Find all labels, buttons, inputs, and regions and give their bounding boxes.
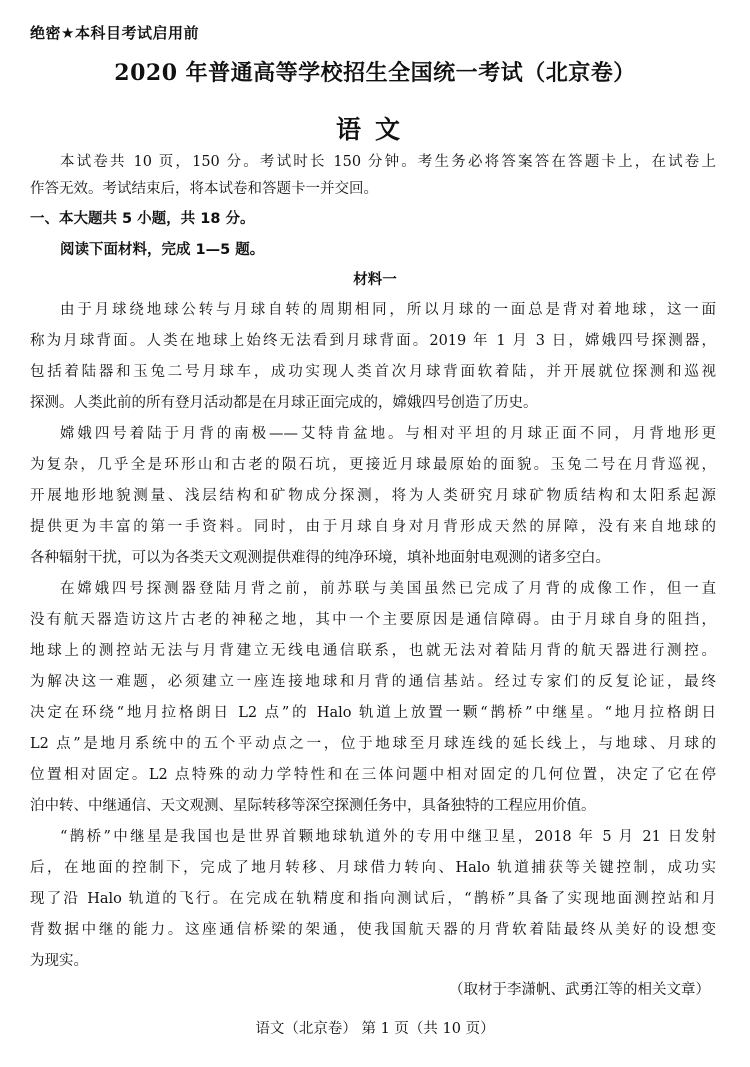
paragraph-line: L2 点”是地月系统中的五个平动点之一，位于地球至月球连线的延长线上，与地球、月球的 [30, 736, 716, 752]
paragraph-line: 地球上的测控站无法与月背建立无线电通信联系，也就无法对着陆月背的航天器进行测控。 [30, 643, 716, 659]
paragraph-line: 泊中转、中继通信、天文观测、星际转移等深空探测任务中，具备独特的工程应用价值。 [30, 798, 596, 814]
paragraph-line: 为现实。 [30, 953, 88, 969]
paragraph-line: 背数据中继的能力。这座通信桥梁的架通，使我国航天器的月背软着陆最终从美好的设想变 [30, 922, 716, 938]
section-instruction: 阅读下面材料，完成 1—5 题。 [60, 242, 265, 258]
subject-title: 语文 [335, 115, 414, 144]
material-title: 材料一 [353, 272, 397, 288]
paragraph-line: 提供更为丰富的第一手资料。同时，由于月球自身对月背形成天然的屏障，没有来自地球的 [30, 519, 716, 535]
paragraph-line: 没有航天器造访这片古老的神秘之地，其中一个主要原因是通信障碍。由于月球自身的阻挡， [30, 612, 716, 628]
paragraph-line: 在嫦娥四号探测器登陆月背之前，前苏联与美国虽然已完成了月背的成像工作，但一直 [60, 581, 716, 597]
paragraph-line: 探测。人类此前的所有登月活动都是在月球正面完成的，嫦娥四号创造了历史。 [30, 395, 538, 411]
paragraph-line: 开展地形地貌测量、浅层结构和矿物成分探测，将为人类研究月球矿物质结构和太阳系起源 [30, 488, 716, 504]
section-title: 一、本大题共 5 小题，共 18 分。 [30, 211, 255, 227]
paragraph-line: 嫦娥四号着陆于月背的南极——艾特肯盆地。与相对平坦的月球正面不同，月背地形更 [60, 426, 716, 442]
exam-title: 2020 年普通高等学校招生全国统一考试（北京卷） [114, 60, 636, 86]
intro-line: 作答无效。考试结束后，将本试卷和答题卡一并交回。 [30, 181, 378, 197]
paragraph-line: “鹊桥”中继星是我国也是世界首颗地球轨道外的专用中继卫星，2018 年 5 月 21 日发射 [60, 829, 716, 845]
intro-line: 本试卷共 10 页，150 分。考试时长 150 分钟。考生务必将答案答在答题卡上，在试卷上 [60, 154, 716, 170]
paragraph-line: 位置相对固定。L2 点特殊的动力学特性和在三体问题中相对固定的几何位置，决定了它在停 [30, 767, 716, 783]
paragraph-line: 为复杂，几乎全是环形山和古老的陨石坑，更接近月球最原始的面貌。玉兔二号在月背巡视， [30, 457, 716, 473]
paragraph-line: 决定在环绕“地月拉格朗日 L2 点”的 Halo 轨道上放置一颗“鹊桥”中继星。“地月拉格朗日 [30, 705, 716, 721]
paragraph-line: 由于月球绕地球公转与月球自转的周期相同，所以月球的一面总是背对着地球，这一面 [60, 302, 716, 318]
paragraph-line: 各种辐射干扰，可以为各类天文观测提供难得的纯净环境，填补地面射电观测的诸多空白。 [30, 550, 610, 566]
paragraph-line: 包括着陆器和玉兔二号月球车，成功实现人类首次月球背面软着陆，并开展就位探测和巡视 [30, 364, 716, 380]
page-footer: 语文（北京卷） 第 1 页（共 10 页） [255, 1021, 495, 1037]
paragraph-line: 称为月球背面。人类在地球上始终无法看到月球背面。2019 年 1 月 3 日，嫦娥四号探测器， [30, 333, 716, 349]
source-citation: （取材于李潇帆、武勇江等的相关文章） [449, 982, 710, 998]
confidential-notice: 绝密★本科目考试启用前 [30, 24, 199, 42]
paragraph-line: 为解决这一难题，必须建立一座连接地球和月背的通信基站。经过专家们的反复论证，最终 [30, 674, 716, 690]
paragraph-line: 后，在地面的控制下，完成了地月转移、月球借力转向、Halo 轨道捕获等关键控制，成功实 [30, 860, 716, 876]
paragraph-line: 现了沿 Halo 轨道的飞行。在完成在轨精度和指向测试后，“鹊桥”具备了实现地面测控站和月 [30, 891, 716, 907]
